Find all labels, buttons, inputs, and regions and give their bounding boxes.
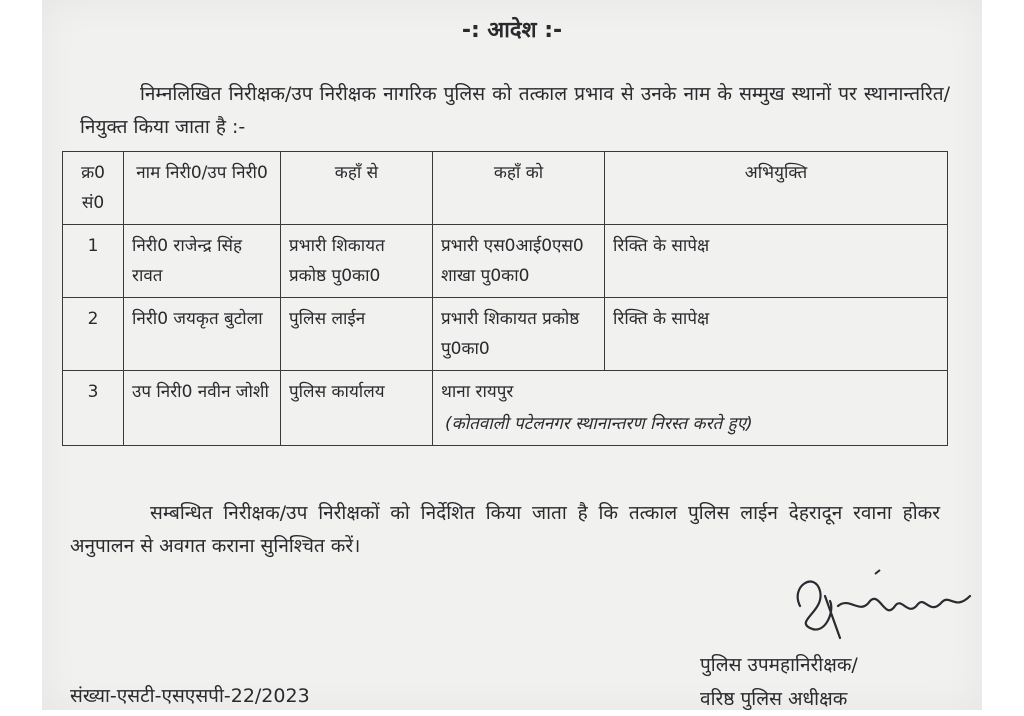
transfer-table (62, 151, 948, 446)
reference-number: संख्या-एसटी-एसएसपी-22/2023 (70, 685, 310, 707)
cell-remark: रिक्ति के सापेक्ष (605, 225, 948, 298)
instruction-paragraph: सम्बन्धित निरीक्षक/उप निरीक्षकों को निर्देशित किया जाता है कि तत्काल पुलिस लाईन देहरादून रवाना होकर अनुपालन से अवगत कराना सुनिश्चित करें। (70, 502, 940, 557)
cell-from: प्रभारी शिकायत प्रकोष्ठ पु0का0 (281, 225, 433, 298)
intro-paragraph: निम्नलिखित निरीक्षक/उप निरीक्षक नागरिक पुलिस को तत्काल प्रभाव से उनके नाम के सम्मुख स्थानों पर स्थानान्तरित/नियुक्त किया जाता है :- (80, 83, 950, 138)
cell-to: प्रभारी एस0आई0एस0 शाखा पु0का0 (433, 225, 605, 298)
cell-from: पुलिस लाईन (281, 298, 433, 371)
cell-serial: 2 (63, 298, 124, 371)
table-row (63, 225, 948, 298)
table-header-row (63, 152, 948, 225)
header-from: कहाँ से (281, 152, 433, 225)
designation-line: पुलिस उपमहानिरीक्षक/ (700, 654, 858, 676)
header-remark: अभियुक्ति (605, 152, 948, 225)
header-to: कहाँ को (433, 152, 605, 225)
header-serial: क्र0 सं0 (63, 152, 124, 225)
cell-from: पुलिस कार्यालय (281, 371, 433, 446)
table-row (63, 298, 948, 371)
cell-to-note: (कोतवाली पटेलनगर स्थानान्तरण निरस्त करते हुए) (445, 414, 753, 434)
signature-image (780, 566, 980, 648)
designation (700, 648, 858, 716)
cell-serial: 3 (63, 371, 124, 446)
cell-name: निरी0 राजेन्द्र सिंह रावत (124, 225, 281, 298)
cell-to: प्रभारी शिकायत प्रकोष्ठ पु0का0 (433, 298, 605, 371)
cell-name: उप निरी0 नवीन जोशी (124, 371, 281, 446)
table-row (63, 371, 948, 446)
cell-serial: 1 (63, 225, 124, 298)
order-title: -: आदेश :- (461, 18, 563, 43)
cell-to-merged (433, 371, 948, 446)
designation-line: वरिष्ठ पुलिस अधीक्षक (700, 688, 848, 710)
header-name: नाम निरी0/उप निरी0 (124, 152, 281, 225)
cell-name: निरी0 जयकृत बुटोला (124, 298, 281, 371)
cell-to: थाना रायपुर (441, 382, 514, 402)
cell-remark: रिक्ति के सापेक्ष (605, 298, 948, 371)
